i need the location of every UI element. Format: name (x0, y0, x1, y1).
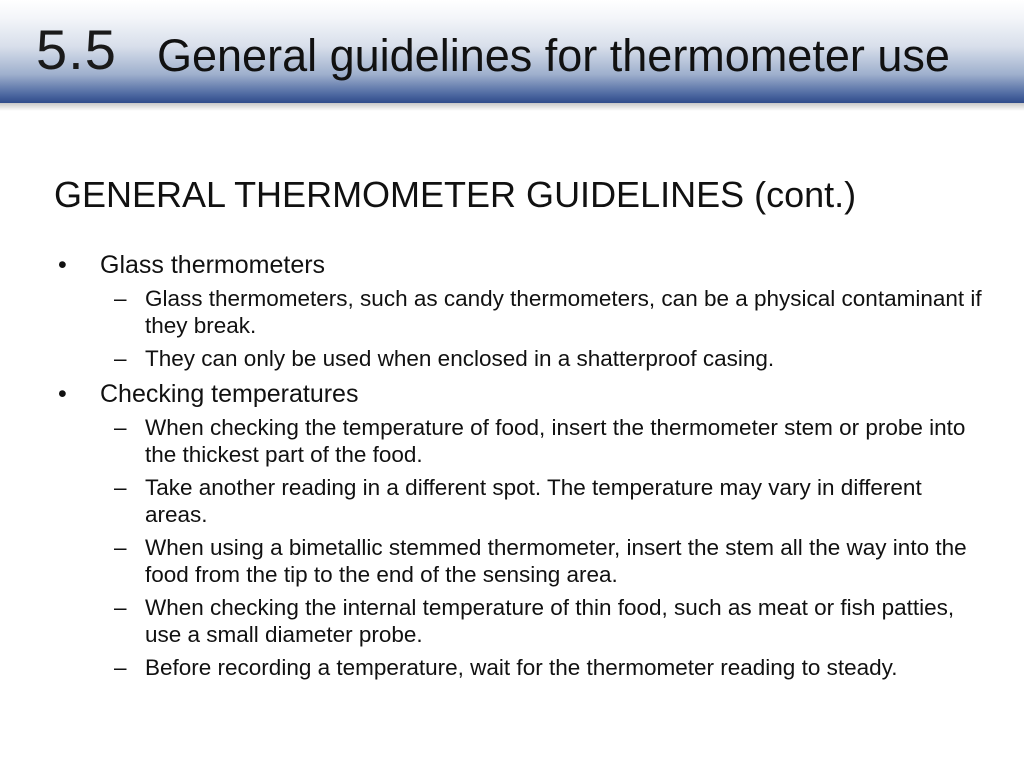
content-heading: GENERAL THERMOMETER GUIDELINES (cont.) (54, 174, 857, 215)
slide-title: General guidelines for thermometer use (157, 30, 950, 81)
sub-bullet-text: Take another reading in a different spot. The temperature may vary in different areas. (145, 475, 922, 527)
sub-bullet (58, 345, 988, 372)
section-number: 5.5 (36, 18, 117, 81)
sub-bullet-marker: – (114, 286, 127, 311)
bullet-label: Checking temperatures (100, 380, 359, 408)
bullet-glass-thermometers (58, 249, 988, 282)
bullet-marker: • (58, 251, 67, 279)
sub-bullet (58, 285, 988, 339)
sub-bullet-marker: – (114, 595, 127, 620)
sub-bullet-marker: – (114, 415, 127, 440)
sub-bullet-marker: – (114, 346, 127, 371)
sub-bullet (58, 654, 988, 681)
bullet-marker: • (58, 380, 67, 408)
bullet-label: Glass thermometers (100, 251, 326, 279)
bullet-checking-temperatures (58, 378, 988, 411)
sub-bullet-marker: – (114, 655, 127, 680)
sub-bullet-text: They can only be used when enclosed in a shatterproof casing. (145, 346, 775, 371)
sub-bullet-text: Before recording a temperature, wait for the thermometer reading to steady. (145, 655, 898, 680)
sub-bullet (58, 414, 988, 468)
sub-bullet-marker: – (114, 535, 127, 560)
sub-bullet-text: Glass thermometers, such as candy thermometers, can be a physical contaminant if they break. (145, 286, 982, 338)
sub-bullet-text: When using a bimetallic stemmed thermometer, insert the stem all the way into the food from the tip to the end of the sensing area. (145, 535, 967, 587)
sub-bullet (58, 594, 988, 648)
bullet-list (58, 249, 988, 687)
sub-bullet-text: When checking the internal temperature of thin food, such as meat or fish patties, use a small diameter probe. (145, 595, 955, 647)
sub-bullet (58, 474, 988, 528)
header-shadow (0, 103, 1024, 111)
sub-bullet-marker: – (114, 475, 127, 500)
sub-bullet (58, 534, 988, 588)
sub-bullet-text: When checking the temperature of food, insert the thermometer stem or probe into the thickest part of the food. (145, 415, 966, 467)
